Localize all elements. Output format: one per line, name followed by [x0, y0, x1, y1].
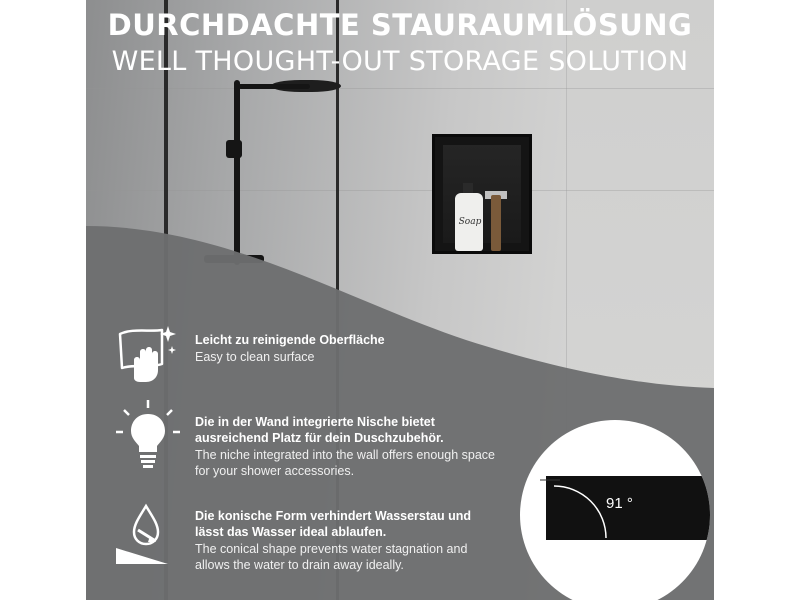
feature-easy-clean — [195, 332, 495, 365]
hand-wiping-icon — [110, 318, 186, 394]
feature-conical-shape-english: The conical shape prevents water stagnation and allows the water to drain away ideally. — [195, 542, 468, 572]
water-drop-slope-icon — [110, 494, 186, 570]
feature-conical-shape — [195, 508, 495, 573]
feature-easy-clean-german: Leicht zu reinigende Oberfläche — [195, 333, 385, 347]
feature-integrated-niche-german: Die in der Wand integrierte Nische bietet ausreichend Platz für dein Duschzubehör. — [195, 415, 444, 445]
headline-german: DURCHDACHTE STAURAUMLÖSUNG — [107, 8, 693, 42]
soap-label: Soap — [458, 217, 482, 227]
feature-integrated-niche — [195, 414, 495, 479]
lightbulb-icon — [110, 398, 186, 474]
feature-conical-shape-german: Die konische Form verhindert Wasserstau und lässt das Wasser ideal ablaufen. — [195, 509, 471, 539]
angle-detail-circle — [520, 420, 710, 610]
feature-easy-clean-english: Easy to clean surface — [195, 350, 315, 364]
angle-value: 91 ° — [606, 495, 633, 512]
headline-english: WELL THOUGHT-OUT STORAGE SOLUTION — [111, 46, 689, 77]
feature-integrated-niche-english: The niche integrated into the wall offers enough space for your shower accessories. — [195, 448, 495, 478]
